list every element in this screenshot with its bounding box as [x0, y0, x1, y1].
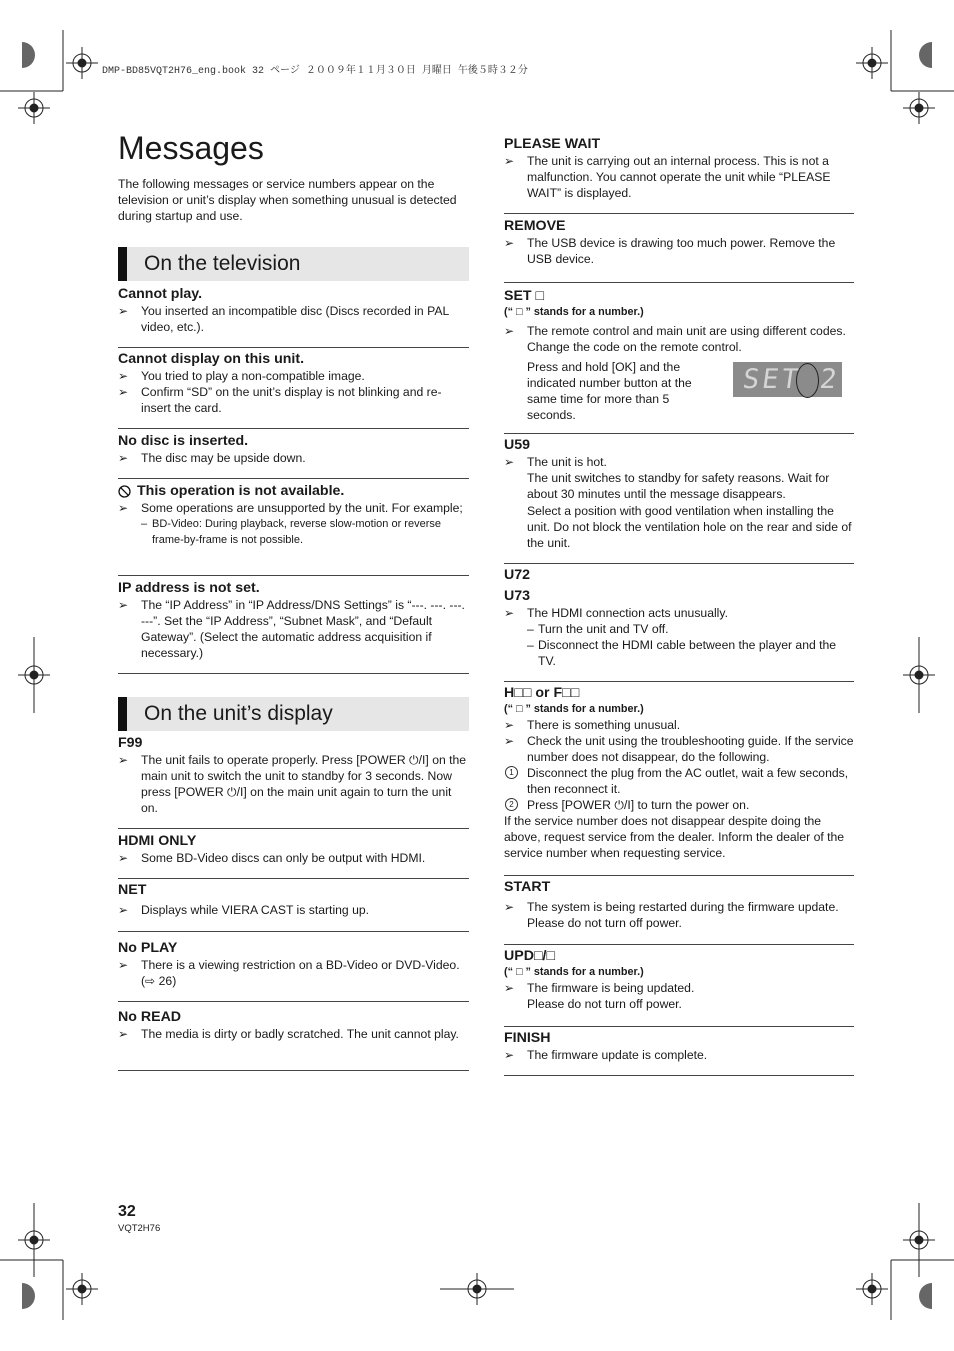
bullet: ➢ You tried to play a non-compatible image. [118, 368, 469, 384]
step-text: Disconnect the plug from the AC outlet, wait a few seconds, then reconnect it. [527, 766, 849, 796]
msg-no-play [118, 940, 469, 1002]
bullet: ➢ The remote control and main unit are using different codes. Change the code on the remote control. [504, 323, 854, 355]
msg-title: H□□ or F□□ [504, 685, 580, 701]
intro-text: The following messages or service numbers appear on the television or unit’s display when something unusual is detected during startup and use. [118, 177, 457, 223]
msg-f99 [118, 735, 469, 829]
msg-h-or-f [504, 685, 854, 876]
msg-please-wait [504, 136, 854, 214]
bullet: ➢ The system is being restarted during the firmware update. Please do not turn off power. [504, 899, 854, 931]
paragraph: If the service number does not disappear despite doing the above, request service from the dealer. Inform the dealer of the service number when requesting service. [504, 814, 845, 860]
msg-title: No disc is inserted. [118, 433, 249, 449]
msg-title: Cannot display on this unit. [118, 351, 305, 367]
msg-remove [504, 218, 854, 283]
bullet: ➢ The media is dirty or badly scratched. The unit cannot play. [118, 1026, 469, 1042]
msg-title: U73 [504, 588, 531, 604]
bullet: ➢ Check the unit using the troubleshooting guide. If the service number does not disappear, do the following. [504, 733, 854, 765]
msg-title: Cannot play. [118, 286, 203, 302]
numbered-step [504, 765, 854, 797]
page-number: 32 [118, 1203, 136, 1220]
bullet: ➢ The firmware update is complete. [504, 1047, 854, 1063]
msg-title: This operation is not available. [137, 483, 345, 499]
msg-title: PLEASE WAIT [504, 136, 601, 152]
msg-title: HDMI ONLY [118, 833, 197, 849]
msg-title: START [504, 879, 551, 895]
bullet: ➢ The “IP Address” in “IP Address/DNS Settings” is “---. ---. ---. ---”. Set the “IP Address”, “Subnet Mask”, and “Default Gateway”. (Select the automatic address acquisition if necessary.) [118, 597, 469, 661]
sub-item: – BD-Video: During playback, reverse slow-motion or reverse frame-by-frame is not possible. [118, 516, 469, 548]
msg-set [504, 288, 854, 434]
msg-no-read [118, 1009, 469, 1071]
msg-title: NET [118, 882, 147, 898]
paragraph: Please do not turn off power. [527, 997, 682, 1011]
msg-u72-u73 [504, 567, 854, 682]
msg-title: U72 [504, 567, 531, 583]
msg-title: REMOVE [504, 218, 566, 234]
bullet: ➢ The unit is carrying out an internal process. This is not a malfunction. You cannot operate the unit while “PLEASE WAIT” is displayed. [504, 153, 854, 201]
bullet: ➢ You inserted an incompatible disc (Discs recorded in PAL video, etc.). [118, 303, 469, 335]
paragraph: The unit switches to standby for safety reasons. Wait for about 30 minutes until the message disappears. [527, 471, 830, 501]
unit-display-illustration [733, 362, 842, 397]
msg-title: F99 [118, 735, 143, 751]
section-heading-television: On the television [118, 247, 469, 281]
msg-title: IP address is not set. [118, 580, 260, 596]
numbered-step [504, 797, 854, 813]
sub-item: – Disconnect the HDMI cable between the player and the TV. [504, 637, 854, 669]
bullet: ➢ The unit is hot. [504, 454, 854, 470]
msg-title: No READ [118, 1009, 182, 1025]
msg-title: UPD□/□ [504, 948, 556, 964]
bullet: ➢ Some operations are unsupported by the unit. For example; [118, 500, 469, 516]
document-code: VQT2H76 [118, 1223, 161, 1234]
step-1-icon: 1 [505, 766, 518, 779]
bullet: ➢ Some BD-Video discs can only be output with HDMI. [118, 850, 469, 866]
msg-title: No PLAY [118, 940, 178, 956]
lcd-text: SET 2 [740, 364, 842, 395]
msg-upd [504, 948, 854, 1027]
msg-no-disc [118, 433, 469, 479]
msg-u59 [504, 437, 854, 564]
msg-cannot-display [118, 351, 469, 429]
paragraph: Select a position with good ventilation when installing the unit. Do not block the ventilation hole on the rear and side of the unit. [527, 504, 852, 550]
bullet: ➢ The firmware is being updated. [504, 980, 854, 996]
note: (“ □ ” stands for a number.) [504, 703, 644, 715]
page-title: Messages [118, 130, 264, 166]
msg-title: U59 [504, 437, 531, 453]
bullet: ➢ The disc may be upside down. [118, 450, 469, 466]
bullet: ➢ The unit fails to operate properly. Press [POWER ⏻/I] on the main unit to switch the unit to standby for 3 seconds. Now press [POWER ⏻/I] on the main unit again to turn the unit on. [118, 752, 469, 816]
msg-title: SET □ [504, 288, 545, 304]
bullet: ➢ There is a viewing restriction on a BD-Video or DVD-Video. (⇨ 26) [118, 957, 469, 989]
sub-item: – Turn the unit and TV off. [504, 621, 854, 637]
bullet: ➢ Confirm “SD” on the unit’s display is not blinking and re-insert the card. [118, 384, 469, 416]
prohibited-icon [118, 485, 131, 498]
print-header: DMP-BD85VQT2H76_eng.book 32 ページ ２００９年１１月３０日 月曜日 午後５時３２分 [102, 66, 528, 77]
highlight-circle [796, 363, 819, 398]
msg-finish [504, 1030, 854, 1076]
msg-net [118, 882, 469, 932]
section-heading-unit-display: On the unit’s display [118, 697, 469, 731]
note: (“ □ ” stands for a number.) [504, 966, 644, 978]
msg-hdmi-only [118, 833, 469, 879]
bullet: ➢ There is something unusual. [504, 717, 854, 733]
step-text: Press [POWER ⏻/I] to turn the power on. [527, 798, 750, 812]
msg-cannot-play [118, 286, 469, 348]
msg-ip-address [118, 580, 469, 674]
bullet: ➢ The USB device is drawing too much power. Remove the USB device. [504, 235, 854, 267]
bullet: ➢ Displays while VIERA CAST is starting up. [118, 902, 469, 918]
bullet: ➢ The HDMI connection acts unusually. [504, 605, 854, 621]
msg-title: FINISH [504, 1030, 551, 1046]
note: (“ □ ” stands for a number.) [504, 306, 644, 318]
msg-not-available [118, 483, 469, 576]
step-2-icon: 2 [505, 798, 518, 811]
paragraph: Press and hold [OK] and the indicated number button at the same time for more than 5 seconds. [527, 360, 692, 422]
msg-start [504, 879, 854, 945]
